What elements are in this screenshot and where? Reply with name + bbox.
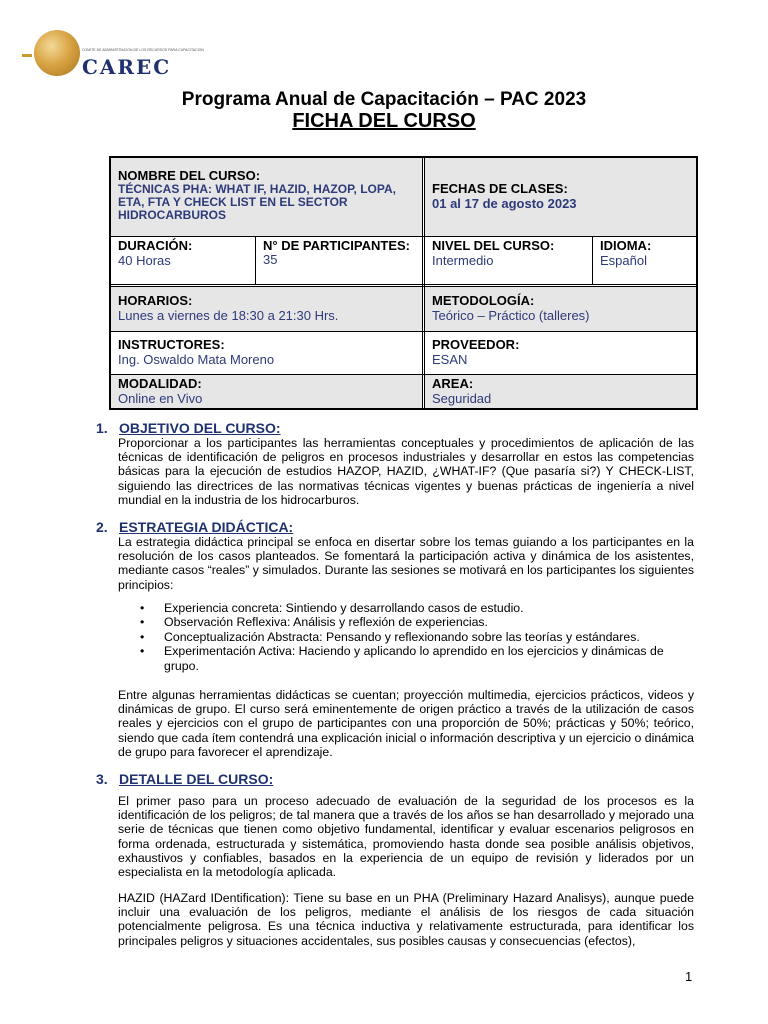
list-item-text: Conceptualización Abstracta: Pensando y reflexionando sobre las teorías y estándares. [164, 629, 640, 644]
idioma-label: IDIOMA: [600, 238, 652, 253]
cell-area [425, 375, 695, 407]
nivel-label: NIVEL DEL CURSO: [432, 238, 555, 253]
modalidad-label: MODALIDAD: [118, 376, 202, 391]
logo-small-text: COMITE DE ADMINISTRACION DE LOS RECURSOS PARA CAPACITACION [82, 48, 204, 52]
logo-emblem-icon [34, 30, 80, 76]
detalle-paragraph: El primer paso para un proceso adecuado de evaluación de la seguridad de los procesos es la identificación de los peligros; de tal manera que a través de los años se han desarrollado y mejorado una serie de técnicas que tienen como objetivo fundamental, identificar y evaluar escenarios peligrosos en forma ordenada, estructurada y sistemática, promoviendo hasta donde sea posible análisis objetivos, exhaustivos y confiables, basados en la experiencia de un equipo de revisión y liderados por un especialista en la metodología aplicada. [118, 794, 694, 880]
logo-dash [22, 54, 32, 57]
section-heading-objetivo [96, 420, 281, 436]
section-number: 2. [96, 519, 108, 535]
section-heading-estrategia [96, 519, 293, 535]
proveedor-value: ESAN [432, 352, 468, 367]
cell-idioma [593, 237, 696, 269]
cell-modalidad [111, 375, 416, 407]
list-item-text: Experiencia concreta: Sintiendo y desarrollando casos de estudio. [164, 601, 524, 615]
table-row-divider [111, 286, 696, 287]
metodologia-value: Teórico – Práctico (talleres) [432, 308, 590, 323]
list-item-text: Experimentación Activa: Haciendo y aplicando lo aprendido en los ejercicios y dinámicas de grupo. [164, 644, 664, 673]
cell-fechas [425, 180, 695, 211]
list-item [118, 644, 694, 673]
page-number: 1 [685, 969, 693, 984]
page-subtitle: FICHA DEL CURSO [292, 110, 476, 132]
section-title: DETALLE DEL CURSO: [119, 771, 274, 787]
table-row-divider [111, 284, 696, 285]
horarios-label: HORARIOS: [118, 293, 193, 308]
estrategia-paragraph: La estrategia didáctica principal se enfoca en disertar sobre los temas guiando a los participantes en la resolución de los casos planteados. Se fomentará la participación activa y dinámica de los asistentes, mediante casos “reales” y simulados. Durante las sesiones se motivará en los participantes los siguientes principios: [118, 535, 694, 592]
section-heading-detalle [96, 771, 273, 787]
cell-instructores [111, 336, 416, 368]
cell-nombre [111, 167, 416, 222]
section-number: 3. [96, 771, 108, 787]
cell-participantes [256, 237, 422, 267]
detalle-paragraph-2: HAZID (HAZard IDentification): Tiene su base en un PHA (Preliminary Hazard Analisys), aunque puede incluir una evaluación de los peligros, mediante el análisis de los riesgos de cada situación potencialmente peligrosa. Es una técnica inductiva y relativamente estructurada, para identificar los principales peligros y situaciones accidentales, sus posibles causas y consecuencias (efectos), [118, 891, 694, 948]
list-item [118, 601, 694, 615]
estrategia-paragraph-2: Entre algunas herramientas didácticas se cuentan; proyección multimedia, ejercicios prácticos, videos y dinámicas de grupo. El curso será eminentemente de origen práctico a través de la utilización de casos reales y ejercicios con el grupo de participantes con una proporción de 50%; prácticas y 50%; teórico, siendo que cada ítem contendrá una explicación inicial o información descriptiva y un ejercicio o dinámica de grupo para favorecer el aprendizaje. [118, 688, 694, 759]
instructores-label: INSTRUCTORES: [118, 337, 225, 352]
instructores-value: Ing. Oswaldo Mata Moreno [118, 352, 275, 367]
horarios-value: Lunes a viernes de 18:30 a 21:30 Hrs. [118, 308, 339, 323]
section-number: 1. [96, 420, 108, 436]
cell-nivel [425, 237, 592, 269]
nivel-value: Intermedio [432, 253, 494, 268]
bullet-icon: • [140, 629, 145, 644]
list-item-text: Observación Reflexiva: Análisis y reflexión de experiencias. [164, 615, 488, 630]
cell-duracion [111, 237, 255, 269]
metodologia-label: METODOLOGÍA: [432, 293, 535, 308]
area-label: AREA: [432, 376, 474, 391]
page-title: Programa Anual de Capacitación – PAC 2023 [181, 89, 587, 110]
list-item [118, 630, 694, 644]
bullet-icon: • [140, 644, 145, 659]
cell-metodologia [425, 292, 695, 324]
section-title: OBJETIVO DEL CURSO: [119, 420, 281, 436]
area-value: Seguridad [432, 391, 492, 406]
proveedor-label: PROVEEDOR: [432, 337, 520, 352]
duracion-label: DURACIÓN: [118, 238, 193, 253]
modalidad-value: Online en Vivo [118, 391, 203, 406]
objetivo-paragraph: Proporcionar a los participantes las herramientas conceptuales y procedimientos de aplicación de las técnicas de identificación de peligros en procesos industriales y desarrollar en estos las competencias básicas para la ejecución de estudios HAZOP, HAZID, ¿WHAT-IF? (Que pasaría si?) Y CHECK-LIST, siguiendo las directrices de las normativas técnicas vigentes y buenas prácticas de ingeniería a nivel mundial en la industria de los hidrocarburos. [118, 436, 694, 507]
fechas-value: 01 al 17 de agosto 2023 [432, 196, 577, 211]
participantes-value: 35 [263, 252, 278, 267]
participantes-label: N° DE PARTICIPANTES: [263, 238, 410, 253]
table-row-divider [111, 331, 696, 332]
section-title: ESTRATEGIA DIDÁCTICA: [119, 519, 294, 535]
principles-list [118, 601, 694, 673]
cell-proveedor [425, 336, 695, 368]
list-item [118, 615, 694, 629]
carec-logo [22, 28, 204, 82]
bullet-icon: • [140, 601, 145, 615]
fechas-label: FECHAS DE CLASES: [432, 181, 568, 196]
duracion-value: 40 Horas [118, 253, 171, 268]
nombre-value: TÉCNICAS PHA: WHAT IF, HAZID, HAZOP, LOPA, ETA, FTA Y CHECK LIST EN EL SECTOR HIDROCARBUROS [118, 182, 396, 222]
table-col-divider [422, 158, 423, 408]
nombre-label: NOMBRE DEL CURSO: [118, 168, 261, 183]
logo-name: CAREC [82, 55, 172, 79]
bullet-icon: • [140, 615, 145, 630]
idioma-value: Español [600, 253, 647, 268]
course-info-table [109, 156, 698, 410]
cell-horarios [111, 292, 416, 324]
